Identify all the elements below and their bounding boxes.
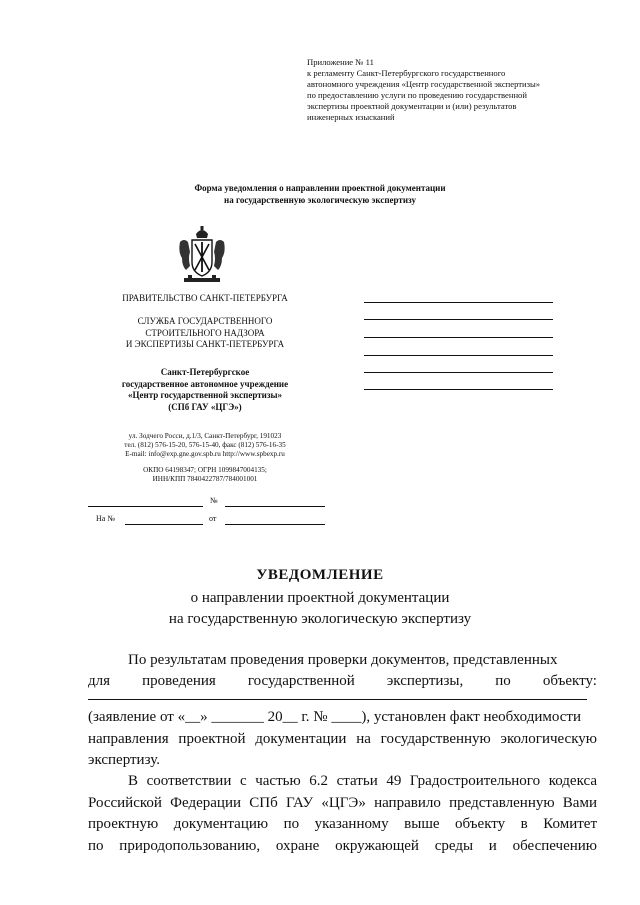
org-name-line: Санкт-Петербургское: [160, 367, 250, 377]
body-line: по природопользованию, охране окружающей среды и обеспечению: [88, 838, 597, 854]
form-title-line: Форма уведомления о направлении проектной документации: [194, 183, 446, 193]
service-name-line: И ЭКСПЕРТИЗЫ САНКТ-ПЕТЕРБУРГА: [125, 339, 285, 349]
recipient-line[interactable]: [364, 389, 553, 390]
from-label: от: [209, 514, 217, 523]
body-word: для: [88, 673, 111, 689]
recipient-line[interactable]: [364, 337, 553, 338]
outgoing-number-field[interactable]: [225, 506, 325, 507]
appendix-line: Приложение № 11: [307, 57, 374, 67]
outgoing-date-field[interactable]: [88, 506, 203, 507]
registry-codes: [90, 466, 320, 484]
body-line: (заявление от «__» _______ 20__ г. № ____), установлен факт необходимости: [88, 709, 582, 725]
address-text: ул. Зодчего Росси, д.1/3, Санкт-Петербург, 191023: [128, 432, 282, 440]
okpo-text: ОКПО 64198347; ОГРН 1099847004135;: [143, 466, 267, 474]
appendix-line: экспертизы проектной документации и (или) результатов: [307, 101, 517, 111]
org-name-line: государственное автономное учреждение: [121, 378, 289, 389]
body-word: экспертизы,: [386, 673, 464, 689]
body-word: проведения: [142, 673, 216, 689]
reply-number-field[interactable]: [125, 524, 203, 525]
org-name-line: «Центр государственной экспертизы»: [128, 390, 282, 400]
body-line: По результатам проведения проверки документов, представленных: [128, 652, 558, 668]
recipient-line[interactable]: [364, 372, 553, 373]
appendix-line: автономного учреждения «Центр государственной экспертизы»: [307, 79, 541, 89]
object-name-field[interactable]: [88, 699, 587, 700]
service-name-line: СТРОИТЕЛЬНОГО НАДЗОРА: [145, 327, 265, 338]
recipient-line[interactable]: [364, 355, 553, 356]
recipient-line[interactable]: [364, 302, 553, 303]
service-name-line: СЛУЖБА ГОСУДАРСТВЕННОГО: [137, 316, 273, 326]
body-line: направления проектной документации на государственную экологическую: [88, 731, 597, 747]
email-text: E-mail: info@exp.gne.gov.spb.ru http://www.spbexp.ru: [125, 450, 285, 458]
org-name-line: (СПб ГАУ «ЦГЭ»): [168, 401, 242, 412]
body-line: В соответствии с частью 6.2 статьи 49 Градостроительного кодекса: [128, 773, 597, 789]
body-word: объекту:: [542, 673, 597, 689]
phones-text: тел. (812) 576-15-20, 576-15-40, факс (812) 576-16-35: [124, 441, 286, 449]
reply-to-label: На №: [96, 514, 115, 523]
service-name: [90, 316, 320, 351]
notice-heading: УВЕДОМЛЕНИЕ: [256, 567, 384, 583]
coat-of-arms-icon: [174, 226, 230, 286]
body-word: по: [495, 673, 511, 689]
appendix-line: инженерных изысканий: [307, 112, 395, 122]
body-line-spaced: [88, 671, 597, 693]
reply-date-field[interactable]: [225, 524, 325, 525]
organization-name: [90, 367, 320, 413]
body-line: проектную документацию по указанному выше объекту в Комитет: [88, 816, 597, 832]
notice-subtitle: на государственную экологическую экспертизу: [168, 611, 472, 627]
form-title-line: на государственную экологическую экспертизу: [224, 195, 416, 205]
appendix-line: к регламенту Санкт-Петербургского государственного: [307, 68, 506, 78]
government-name: ПРАВИТЕЛЬСТВО САНКТ-ПЕТЕРБУРГА: [122, 293, 288, 303]
appendix-line: по предоставлению услуги по проведению государственной: [307, 90, 527, 100]
number-sign: №: [210, 496, 218, 505]
form-title: [0, 182, 640, 206]
notice-subtitle: о направлении проектной документации: [190, 590, 450, 606]
body-line: экспертизу.: [88, 752, 160, 768]
recipient-line[interactable]: [364, 319, 553, 320]
body-line: Российской Федерации СПб ГАУ «ЦГЭ» направило представленную Вами: [88, 795, 597, 811]
appendix-note: [307, 57, 607, 123]
body-word: государственной: [247, 673, 355, 689]
inn-text: ИНН/КПП 7840422787/784001001: [152, 475, 258, 483]
contact-info: [90, 432, 320, 459]
